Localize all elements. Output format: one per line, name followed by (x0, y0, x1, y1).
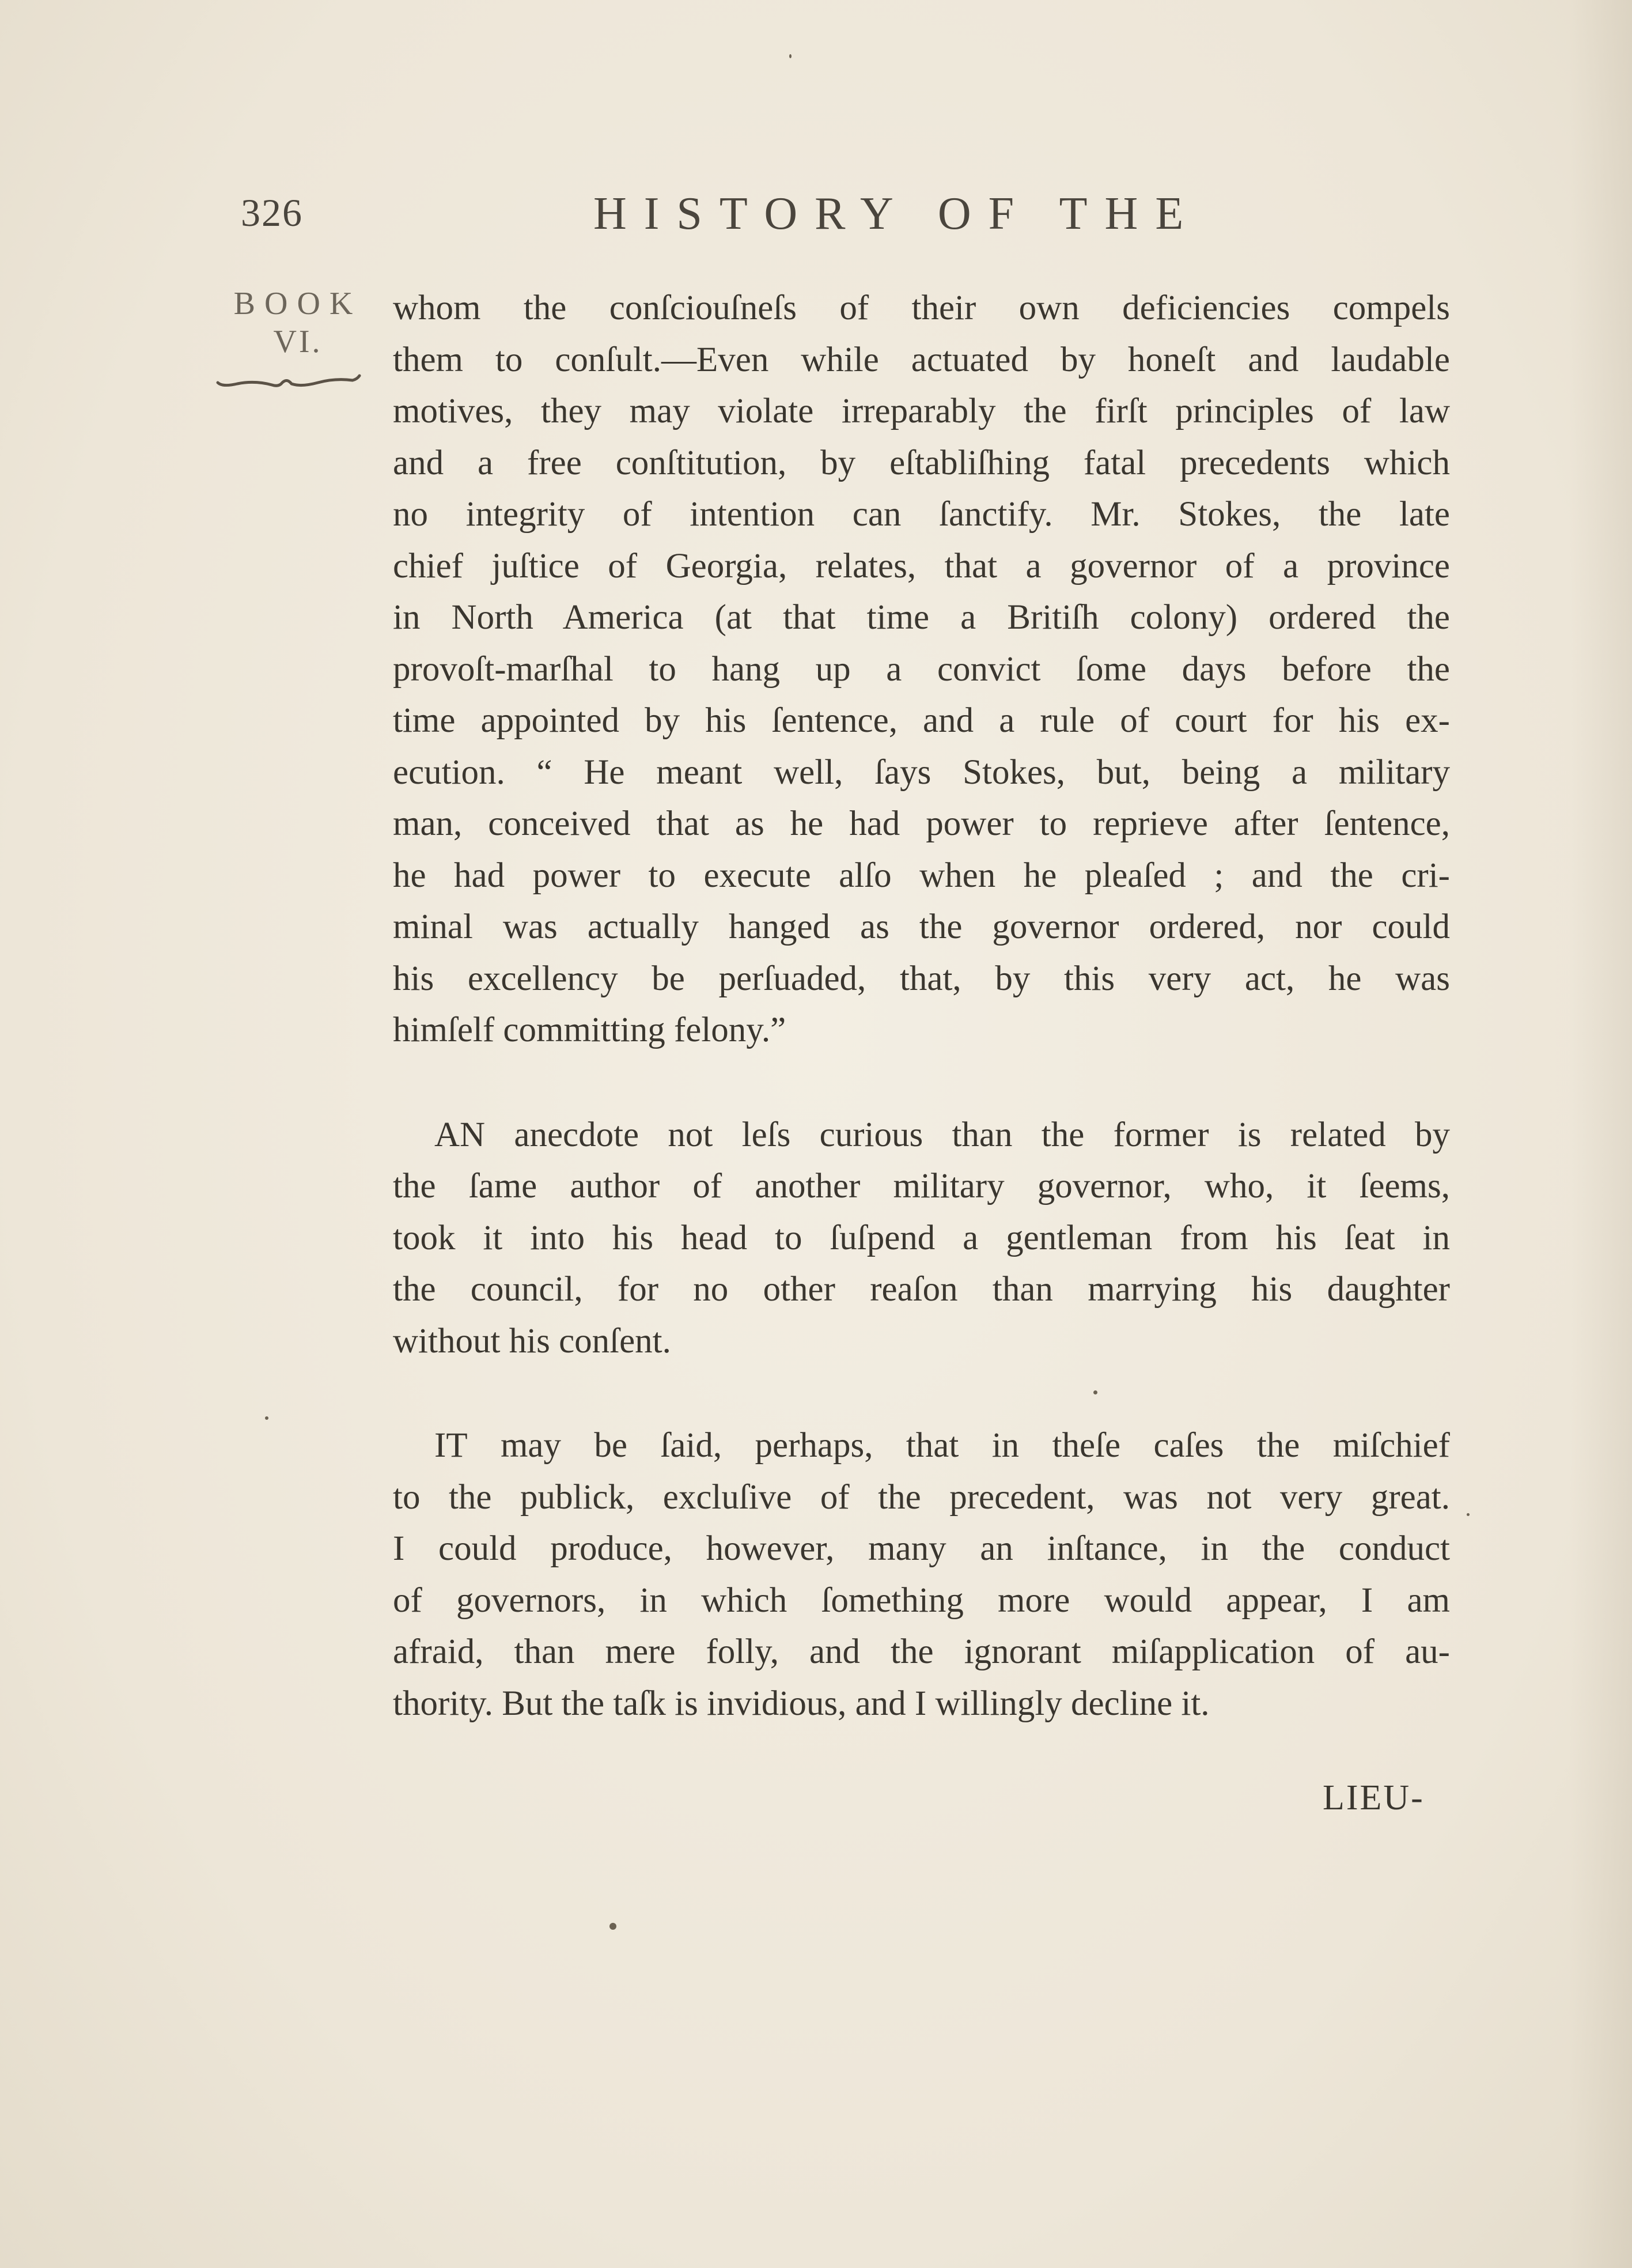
text-line: provoſt-marſhal to hang up a convict ſome days before the (393, 649, 1450, 689)
text-line: motives, they may violate irreparably the firſt principles of law (393, 392, 1450, 430)
text-line: chief juſtice of Georgia, relates, that a governor of a province (393, 546, 1450, 585)
text-line: the council, for no other reaſon than marrying his daughter (393, 1270, 1450, 1309)
running-head: HISTORY OF THE (593, 188, 1201, 239)
paragraph-opening-word: IT (434, 1426, 468, 1465)
text-line-rest: anecdote not leſs curious than the former is related by (485, 1115, 1450, 1154)
paragraph-1 (393, 282, 1450, 1056)
body-text (393, 282, 1450, 1729)
text-line-rest: may be ſaid, perhaps, that in theſe caſes the miſchief (467, 1426, 1450, 1465)
paragraph-gap (393, 1056, 1450, 1109)
text-line: I could produce, however, many an inſtance, in the conduct (393, 1529, 1450, 1568)
paper-speck (609, 1923, 616, 1930)
text-line: thority. But the taſk is invidious, and I willingly decline it. (393, 1684, 1210, 1723)
text-line (393, 1420, 1450, 1472)
text-line: man, conceived that as he had power to reprieve after ſentence, (393, 804, 1450, 843)
margin-volume-label: VI. (273, 324, 323, 360)
paper-speck (265, 1416, 268, 1420)
text-line: took it into his head to ſuſpend a gentleman from his ſeat in (393, 1218, 1450, 1257)
text-line: in North America (at that time a Britiſh colony) ordered the (393, 598, 1450, 637)
text-line (393, 1109, 1450, 1161)
paper-speck (1093, 1390, 1097, 1394)
paper-speck (1467, 1513, 1470, 1516)
text-line: minal was actually hanged as the governor ordered, nor could (393, 908, 1450, 946)
page-number: 326 (241, 191, 303, 235)
paragraph-3 (393, 1420, 1450, 1729)
paragraph-gap (393, 1367, 1450, 1420)
text-line: ecution. “ He meant well, ſays Stokes, but, being a military (393, 753, 1450, 792)
page-edge-shadow (1569, 0, 1632, 2268)
text-line: himſelf committing felony.” (393, 1011, 786, 1049)
text-line: afraid, than mere folly, and the ignorant miſapplication of au- (393, 1632, 1450, 1671)
text-line: time appointed by his ſentence, and a rule of court for his ex- (393, 701, 1450, 740)
text-line: them to conſult.—Even while actuated by honeſt and laudable (393, 340, 1450, 379)
paper-speck (789, 54, 792, 58)
margin-book-label: BOOK (233, 286, 362, 322)
text-line: the ſame author of another military governor, who, it ſeems, (393, 1167, 1450, 1205)
catchword: LIEU- (1323, 1778, 1425, 1817)
text-line: without his conſent. (393, 1321, 671, 1360)
text-line: and a free conſtitution, by eſtabliſhing fatal precedents which (393, 443, 1450, 482)
margin-note (226, 285, 370, 361)
margin-bracket-mark (214, 370, 364, 393)
text-line: no integrity of intention can ſanctify. Mr. Stokes, the late (393, 495, 1450, 534)
paragraph-opening-word: AN (434, 1115, 486, 1154)
text-line: to the publick, excluſive of the precedent, was not very great. (393, 1477, 1450, 1517)
text-line: whom the conſciouſneſs of their own deficiencies compels (393, 289, 1450, 327)
text-line: he had power to execute alſo when he pleaſed ; and the cri- (393, 856, 1450, 895)
text-line: of governors, in which ſomething more would appear, I am (393, 1581, 1450, 1620)
text-line: his excellency be perſuaded, that, by this very act, he was (393, 959, 1450, 998)
paragraph-2 (393, 1109, 1450, 1367)
